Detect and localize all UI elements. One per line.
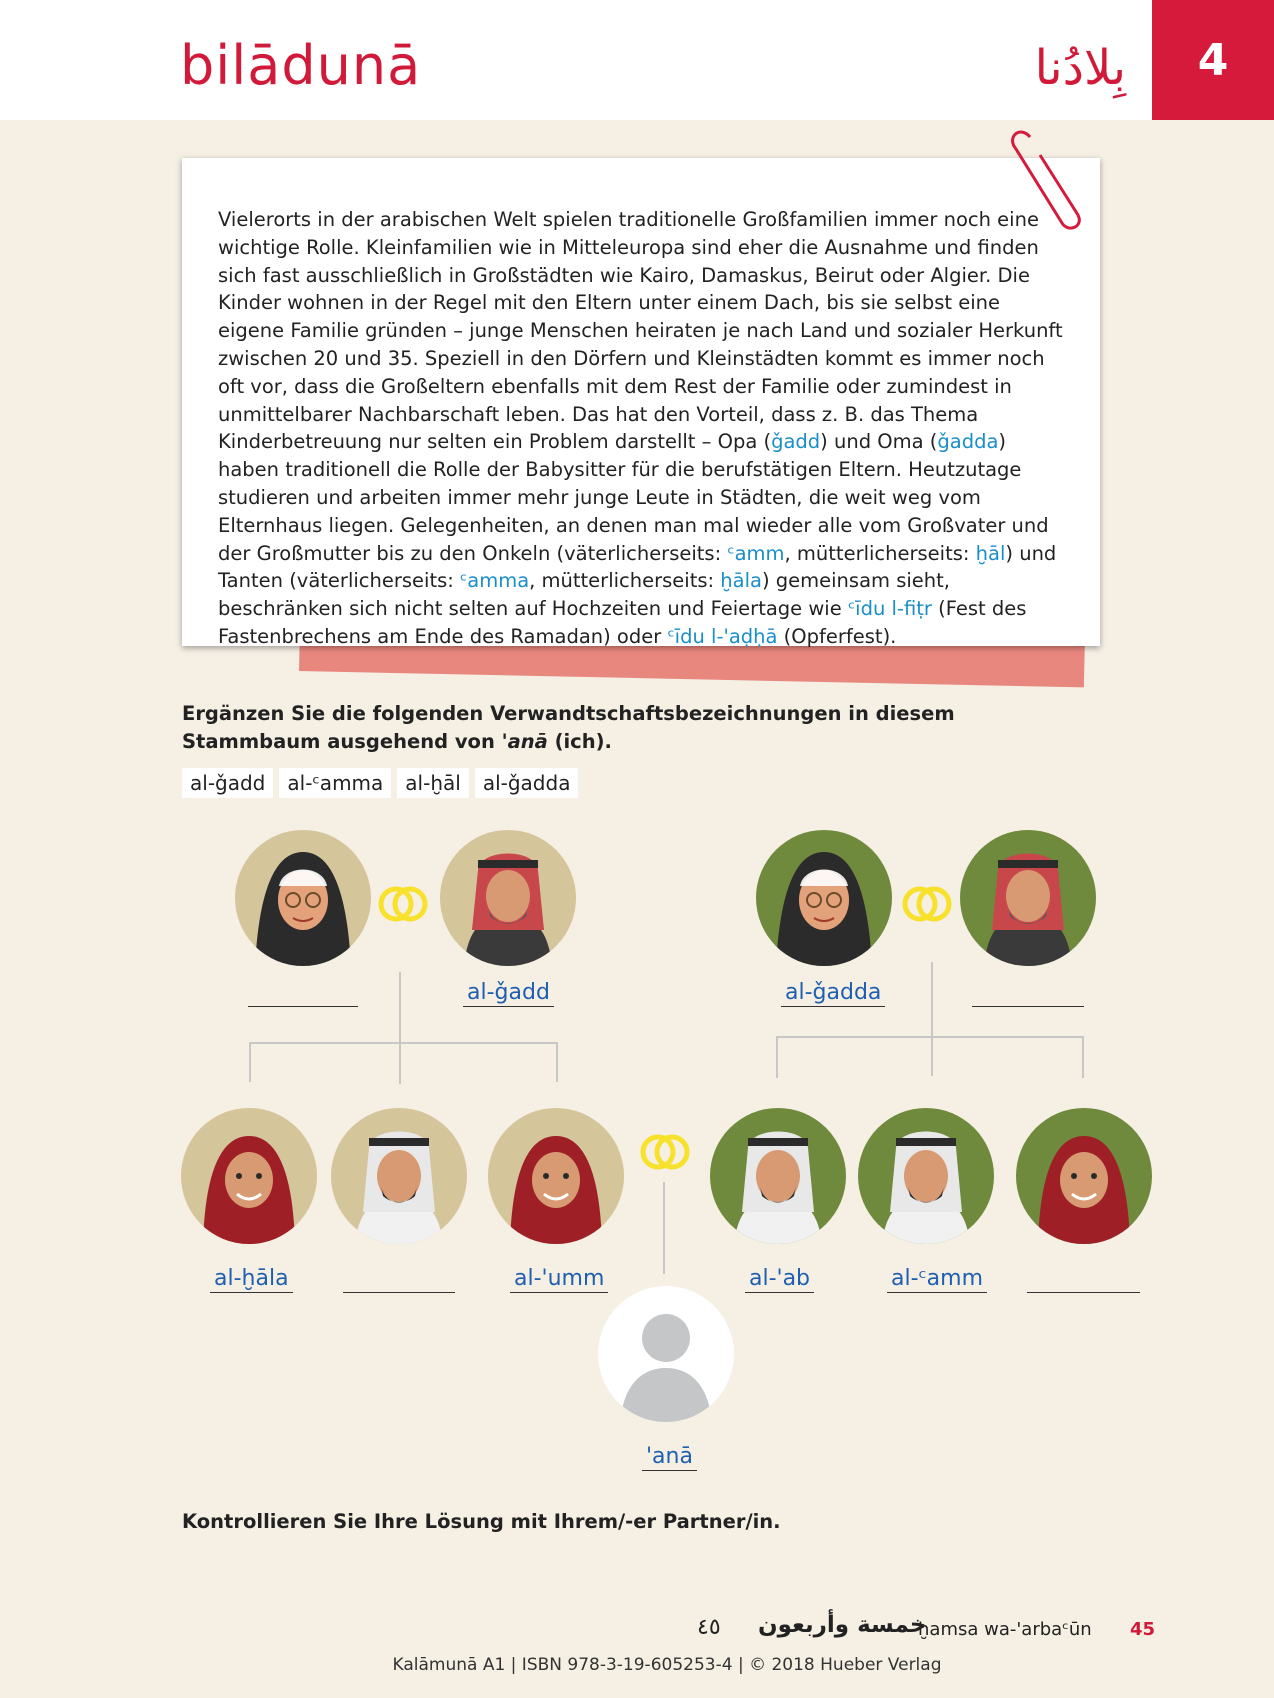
- tree-line: [1082, 1036, 1084, 1078]
- term-hala: ḫāla: [720, 569, 762, 593]
- label-self: 'anā: [642, 1444, 697, 1471]
- text-segment: , mütterlicherseits:: [529, 569, 721, 593]
- instruction-text: Stammbaum ausgehend von: [182, 730, 502, 753]
- father-avatar: [710, 1108, 846, 1244]
- instruction-line-1: Ergänzen Sie die folgenden Verwandtschaftsbezeichnungen in diesem: [182, 702, 955, 725]
- rings-icon: [640, 1130, 690, 1174]
- instruction-term: 'anā: [501, 730, 548, 753]
- answer-blank[interactable]: [972, 1006, 1084, 1007]
- page-number: 45: [1130, 1619, 1156, 1640]
- word-chip[interactable]: al-ǧadda: [475, 768, 579, 798]
- tree-line: [556, 1042, 558, 1082]
- label-grandmother: al-ǧadda: [781, 980, 885, 1007]
- tree-line: [931, 962, 933, 1076]
- page-header: [0, 0, 1274, 120]
- answer-blank[interactable]: [1027, 1292, 1140, 1293]
- instruction-line-2: [182, 728, 955, 756]
- word-chip[interactable]: al-ḫāl: [397, 768, 469, 798]
- text-segment: ) haben traditionell die Rolle der Babysitter für die berufstätigen Eltern. Heutzutage studieren und arbeiten immer mehr junge Leute in Städten, die weit weg vom Elternhaus liegen. Gelegenheiten, an denen man mal wieder alle vom Großvater und der Großmutter bis zu den Onkeln (väterlicherseits:: [218, 430, 1049, 565]
- label-father: al-'ab: [745, 1266, 814, 1293]
- term-hal: ḫāl: [975, 541, 1006, 565]
- label-aunt-mother-side: al-ḫāla: [210, 1266, 293, 1293]
- page-number-transliteration: ḫamsa wa-'arbaᶜūn: [918, 1619, 1092, 1640]
- page-number-arabic-words: خمسة وأربعون: [758, 1612, 927, 1638]
- control-instruction: Kontrollieren Sie Ihre Lösung mit Ihrem/-er Partner/in.: [182, 1510, 781, 1533]
- chapter-title-latin: bilādunā: [180, 34, 422, 97]
- term-adha: ᶜīdu l-'aḍḥā: [667, 624, 778, 648]
- chapter-title-arabic: بِلادُنا: [1034, 40, 1126, 96]
- term-gadd: ǧadd: [771, 430, 821, 454]
- paperclip-icon: [1010, 125, 1090, 235]
- label-uncle-father-side: al-ᶜamm: [887, 1266, 987, 1293]
- grandfather-father-side-avatar: [960, 830, 1096, 966]
- tree-line: [249, 1042, 251, 1082]
- term-amma: ᶜamma: [460, 569, 530, 593]
- uncle-father-side-avatar: [858, 1108, 994, 1244]
- text-segment: Vielerorts in der arabischen Welt spielen traditionelle Großfamilien immer noch eine wichtige Rolle. Kleinfamilien wie in Mitteleuropa sind eher die Ausnahme und finden sich fast ausschließlich in Großstädten wie Kairo, Damaskus, Beirut oder Algier. Die Kinder wohnen in der Regel mit den Eltern unter einem Dach, bis sie selbst eine eigene Familie gründen – junge Menschen heiraten je nach Land und sozialer Herkunft zwischen 20 und 35. Speziell in den Dörfern und Kleinstädten kommt es immer noch oft vor, dass die Großeltern ebenfalls mit dem Rest der Familie oder zumindest in unmittelbarer Nachbarschaft leben. Das hat den Vorteil, dass z. B. das Thema Kinderbetreuung nur selten ein Problem darstellt – Opa (: [218, 208, 1063, 454]
- term-fitr: ᶜīdu l-fiṭr: [847, 597, 932, 621]
- term-amm: ᶜamm: [727, 541, 785, 565]
- aunt-mother-side-avatar: [181, 1108, 317, 1244]
- page-number-arabic: ٤٥: [697, 1615, 721, 1640]
- tree-line: [250, 1042, 558, 1044]
- text-segment: ) gemeinsam sieht, beschränken sich nicht selten auf Hochzeiten und Feiertage wie: [218, 569, 950, 621]
- label-mother: al-'umm: [510, 1266, 608, 1293]
- grandmother-mother-side-avatar: [235, 830, 371, 966]
- text-segment: (Opferfest).: [777, 624, 897, 648]
- tree-line: [663, 1182, 665, 1274]
- label-grandfather: al-ǧadd: [463, 980, 554, 1007]
- grandmother-father-side-avatar: [756, 830, 892, 966]
- mother-avatar: [488, 1108, 624, 1244]
- chapter-number: 4: [1197, 34, 1229, 86]
- exercise-instruction: [182, 700, 955, 756]
- instruction-text: (ich).: [547, 730, 612, 753]
- text-segment: (Fest des Fastenbrechens am Ende des Ramadan) oder: [218, 597, 1027, 648]
- self-avatar: [598, 1286, 734, 1422]
- text-segment: , mütterlicherseits:: [784, 541, 976, 565]
- text-segment: ) und Tanten (väterlicherseits:: [218, 541, 1057, 593]
- word-bank: [182, 768, 578, 798]
- text-segment: ) und Oma (: [820, 430, 938, 454]
- answer-blank[interactable]: [343, 1292, 455, 1293]
- tree-line: [776, 1036, 1084, 1038]
- tree-line: [399, 972, 401, 1084]
- tree-line: [776, 1036, 778, 1078]
- answer-blank[interactable]: [248, 1006, 358, 1007]
- rings-icon: [902, 882, 952, 926]
- grandfather-mother-side-avatar: [440, 830, 576, 966]
- word-chip[interactable]: al-ǧadd: [182, 768, 273, 798]
- rings-icon: [378, 882, 428, 926]
- uncle-mother-side-avatar: [331, 1108, 467, 1244]
- aunt-father-side-avatar: [1016, 1108, 1152, 1244]
- chapter-number-badge: [1152, 0, 1274, 120]
- term-gadda: ǧadda: [937, 430, 999, 454]
- footer-isbn: Kalāmunā A1 | ISBN 978-3-19-605253-4 | © 2018 Hueber Verlag: [392, 1655, 942, 1675]
- info-card-text: [218, 206, 1068, 651]
- word-chip[interactable]: al-ᶜamma: [279, 768, 391, 798]
- info-card: [182, 158, 1100, 646]
